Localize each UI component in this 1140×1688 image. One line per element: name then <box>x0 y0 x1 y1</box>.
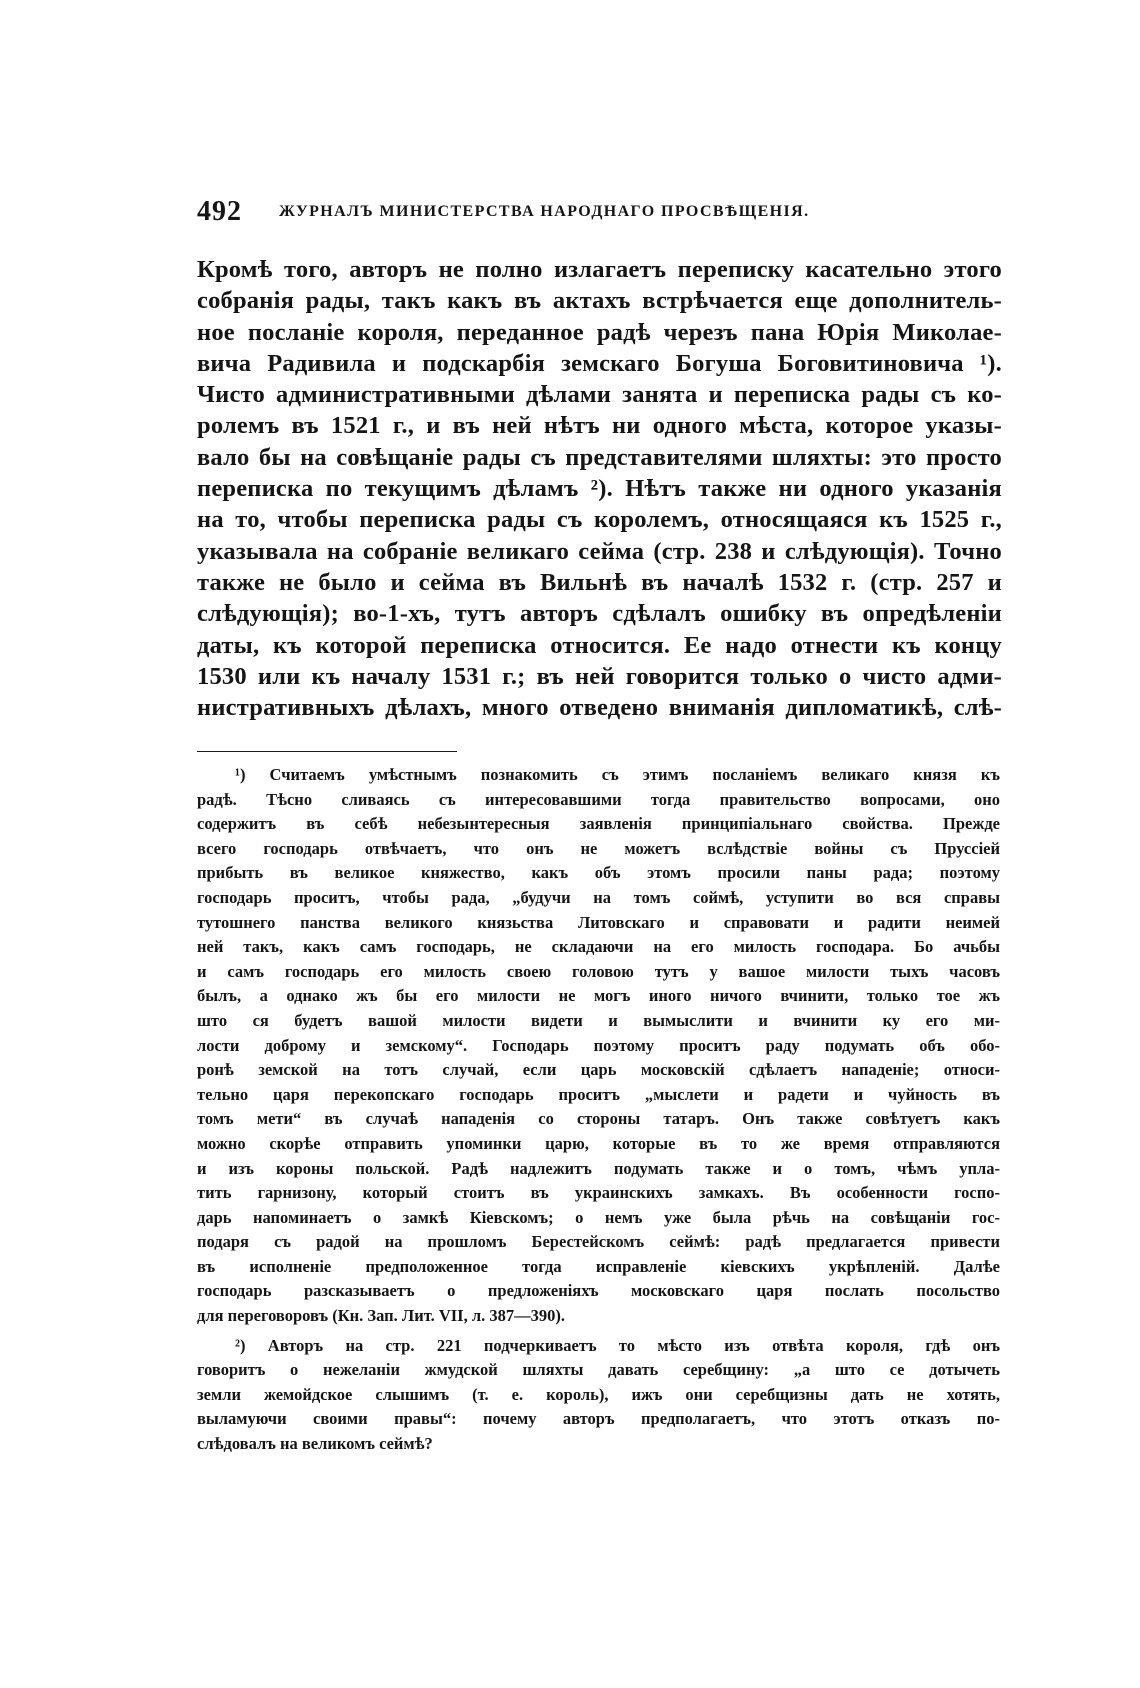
footnote-line: што ся будетъ вашой милости видети и вымыслити и вчинити ку его ми- <box>197 1010 1000 1030</box>
footnote-line: содержитъ въ себѣ небезынтересныя заявленія принципіальнаго свойства. Прежде <box>197 814 1000 834</box>
footnote-line: тить гарнизону, который стоитъ въ украинскихъ замкахъ. Въ особенности госпо- <box>197 1183 1000 1203</box>
footnote-line: выламуючи своими правы“: почему авторъ предполагаетъ, что этотъ отказъ по- <box>197 1409 1000 1429</box>
running-title: ЖУРНАЛЪ МИНИСТЕРСТВА НАРОДНАГО ПРОСВѢЩЕНІЯ. <box>279 203 810 220</box>
footnote-line: всего господарь отвѣчаетъ, что онъ не можетъ вслѣдствіе войны съ Пруссіей <box>197 838 1000 858</box>
footnote-line: тутошнего панства великого князьства Литовскаго и справовати и радити неимей <box>197 912 1000 932</box>
main-text-line: вича Радивила и подскарбія земскаго Богуша Боговитиновича ¹). <box>197 349 1002 377</box>
footnote-line: господарь разсказываетъ о предложеніяхъ московскаго царя послать посольство <box>197 1281 1000 1301</box>
main-text-line: ное посланіе короля, переданное радѣ черезъ пана Юрія Миколае- <box>197 318 1002 346</box>
footnote-line: въ исполненіе предположенное тогда исправленіе кіевскихъ укрѣпленій. Далѣе <box>197 1256 1000 1276</box>
footnote-line: и самъ господарь его милость своею головою тутъ у вашое милости тыхъ часовъ <box>197 961 1000 981</box>
main-text-line: собранія рады, такъ какъ въ актахъ встрѣчается еще дополнитель- <box>197 287 1002 315</box>
footnote-line: можно скорѣе отправить упоминки царю, которые въ то же время отправляются <box>197 1133 1000 1153</box>
main-text-line: Чисто административными дѣлами занята и переписка рады съ ко- <box>197 381 1002 409</box>
footnote-line: земли жемойдское слышимъ (т. е. король), ижъ они серебщизны дать не хотять, <box>197 1384 1000 1404</box>
footnote-line: ронѣ земской на тотъ случай, если царь московскій сдѣлаетъ нападеніе; относи- <box>197 1060 1000 1080</box>
footnote-line: радѣ. Тѣсно сливаясь съ интересовавшими тогда правительство вопросами, оно <box>197 789 1000 809</box>
footnote-line: господарь проситъ, чтобы рада, „будучи на томъ соймѣ, уступити во вся справы <box>197 887 1000 907</box>
main-text-line: нистративныхъ дѣлахъ, много отведено вниманія дипломатикѣ, слѣ- <box>197 694 1002 722</box>
footnote-line: слѣдовалъ на великомъ сеймѣ? <box>197 1434 433 1454</box>
page-number: 492 <box>197 196 242 227</box>
page-header <box>197 196 897 228</box>
footnote-line: былъ, а однако жъ бы его милости не могъ иного ничого вчинити, только тое жъ <box>197 986 1000 1006</box>
footnote-line: лости доброму и земскому“. Господарь поэтому проситъ раду подумать объ обо- <box>197 1035 1000 1055</box>
footnote-divider <box>197 751 457 752</box>
footnote-line: для переговоровъ (Кн. Зап. Лит. VII, л. 387—390). <box>197 1306 565 1326</box>
footnote-1 <box>197 763 1000 1329</box>
footnote-2 <box>197 1334 1000 1457</box>
main-text-line: даты, къ которой переписка относится. Ее надо отнести къ концу <box>197 631 1002 659</box>
main-text-line: слѣдующія); во-1-хъ, тутъ авторъ сдѣлалъ ошибку въ опредѣленіи <box>197 600 1002 628</box>
main-text-line: переписка по текущимъ дѣламъ ²). Нѣтъ также ни одного указанія <box>197 475 1002 503</box>
footnote-line: дарь напоминаетъ о замкѣ Кіевскомъ; о немъ уже была рѣчь на совѣщаніи гос- <box>197 1207 1000 1227</box>
footnote-line: подаря съ радой на прошломъ Берестейскомъ сеймѣ: радѣ предлагается привести <box>197 1232 1000 1252</box>
main-text-block <box>197 254 1002 723</box>
main-text-line: Кромѣ того, авторъ не полно излагаетъ переписку касательно этого <box>197 256 1002 283</box>
footnote-line: тельно царя перекопскаго господарь проситъ „мыслети и радети и чуйность въ <box>197 1084 1000 1104</box>
main-text-line: также не было и сейма въ Вильнѣ въ началѣ 1532 г. (стр. 257 и <box>197 568 1002 596</box>
main-text-line: вало бы на совѣщаніе рады съ представителями шляхты: это просто <box>197 443 1002 471</box>
main-text-line: ролемъ въ 1521 г., и въ ней нѣтъ ни одного мѣста, которое указы- <box>197 412 1002 440</box>
footnote-line: ¹) Считаемъ умѣстнымъ познакомить съ этимъ посланіемъ великаго князя къ <box>235 765 1000 784</box>
footnote-line: и изъ короны польской. Радѣ надлежитъ подумать также и о томъ, чѣмъ упла- <box>197 1158 1000 1178</box>
footnote-line: ²) Авторъ на стр. 221 подчеркиваетъ то мѣсто изъ отвѣта короля, гдѣ онъ <box>235 1335 1000 1355</box>
footnote-line: говоритъ о нежеланіи жмудской шляхты давать серебщину: „а што се дотычеть <box>197 1360 1000 1380</box>
main-text-line: на то, чтобы переписка рады съ королемъ, относящаяся къ 1525 г., <box>197 506 1002 534</box>
main-text-line: 1530 или къ началу 1531 г.; въ ней говорится только о чисто адми- <box>197 662 1002 690</box>
footnote-line: ней такъ, какъ самъ господарь, не складаючи на его милость господара. Бо ачьбы <box>197 937 1000 957</box>
footnote-line: томъ мети“ въ случаѣ нападенія со стороны татаръ. Онъ также совѣтуетъ какъ <box>197 1109 1000 1129</box>
footnotes-block <box>197 763 1000 1457</box>
footnote-line: прибыть въ великое княжество, какъ объ этомъ просили паны рада; поэтому <box>197 863 1000 883</box>
main-text-line: указывала на собраніе великаго сейма (стр. 238 и слѣдующія). Точно <box>197 537 1002 565</box>
